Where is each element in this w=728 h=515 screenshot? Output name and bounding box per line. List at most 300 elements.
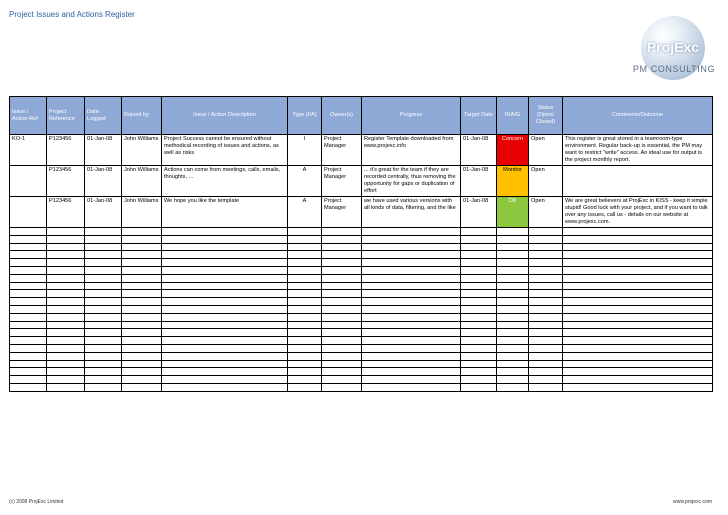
project-cell[interactable]: P123456 — [47, 135, 85, 166]
owner-cell[interactable]: Project Manager — [322, 197, 362, 228]
blank-cell[interactable] — [47, 313, 85, 321]
blank-cell[interactable] — [47, 298, 85, 306]
blank-cell[interactable] — [322, 321, 362, 329]
blank-cell[interactable] — [162, 228, 288, 236]
description-cell[interactable]: Actions can come from meetings, calls, emails, thoughts, ... — [162, 166, 288, 197]
blank-cell[interactable] — [461, 274, 497, 282]
blank-cell[interactable] — [288, 228, 322, 236]
blank-cell[interactable] — [362, 383, 461, 391]
progress-cell[interactable]: Register Template downloaded from www.projexc.info — [362, 135, 461, 166]
blank-cell[interactable] — [529, 313, 563, 321]
blank-cell[interactable] — [47, 266, 85, 274]
blank-cell[interactable] — [10, 251, 47, 259]
blank-cell[interactable] — [563, 337, 713, 345]
blank-cell[interactable] — [461, 376, 497, 384]
rag-cell[interactable]: Monitor — [497, 166, 529, 197]
blank-cell[interactable] — [122, 352, 162, 360]
blank-cell[interactable] — [322, 282, 362, 290]
blank-cell[interactable] — [322, 344, 362, 352]
blank-cell[interactable] — [47, 235, 85, 243]
status-cell[interactable]: Open — [529, 135, 563, 166]
blank-cell[interactable] — [461, 352, 497, 360]
blank-cell[interactable] — [529, 266, 563, 274]
blank-cell[interactable] — [362, 344, 461, 352]
blank-cell[interactable] — [497, 360, 529, 368]
blank-cell[interactable] — [10, 383, 47, 391]
blank-cell[interactable] — [362, 329, 461, 337]
raised-cell[interactable]: John Williams — [122, 135, 162, 166]
blank-cell[interactable] — [47, 344, 85, 352]
owner-cell[interactable]: Project Manager — [322, 166, 362, 197]
blank-cell[interactable] — [529, 360, 563, 368]
blank-cell[interactable] — [529, 352, 563, 360]
blank-cell[interactable] — [529, 329, 563, 337]
blank-cell[interactable] — [85, 352, 122, 360]
blank-cell[interactable] — [47, 376, 85, 384]
blank-cell[interactable] — [461, 251, 497, 259]
blank-cell[interactable] — [47, 329, 85, 337]
status-cell[interactable]: Open — [529, 197, 563, 228]
blank-cell[interactable] — [497, 376, 529, 384]
table-row[interactable] — [10, 166, 713, 197]
blank-cell[interactable] — [162, 321, 288, 329]
blank-cell[interactable] — [362, 266, 461, 274]
blank-row[interactable] — [10, 329, 713, 337]
blank-cell[interactable] — [288, 290, 322, 298]
description-cell[interactable]: We hope you like the template — [162, 197, 288, 228]
blank-cell[interactable] — [322, 228, 362, 236]
blank-cell[interactable] — [288, 259, 322, 267]
blank-cell[interactable] — [10, 274, 47, 282]
blank-cell[interactable] — [122, 368, 162, 376]
blank-cell[interactable] — [362, 274, 461, 282]
blank-cell[interactable] — [362, 235, 461, 243]
date-cell[interactable]: 01-Jan-08 — [85, 166, 122, 197]
blank-cell[interactable] — [322, 305, 362, 313]
blank-row[interactable] — [10, 298, 713, 306]
blank-cell[interactable] — [563, 228, 713, 236]
blank-row[interactable] — [10, 251, 713, 259]
blank-row[interactable] — [10, 266, 713, 274]
blank-cell[interactable] — [563, 305, 713, 313]
blank-cell[interactable] — [461, 321, 497, 329]
blank-cell[interactable] — [85, 305, 122, 313]
blank-cell[interactable] — [288, 368, 322, 376]
blank-cell[interactable] — [322, 352, 362, 360]
blank-cell[interactable] — [362, 360, 461, 368]
blank-cell[interactable] — [122, 251, 162, 259]
blank-cell[interactable] — [362, 259, 461, 267]
blank-cell[interactable] — [461, 298, 497, 306]
blank-cell[interactable] — [122, 228, 162, 236]
blank-cell[interactable] — [461, 337, 497, 345]
table-row[interactable] — [10, 135, 713, 166]
target-cell[interactable]: 01-Jan-08 — [461, 197, 497, 228]
type-cell[interactable]: A — [288, 197, 322, 228]
blank-cell[interactable] — [122, 298, 162, 306]
blank-cell[interactable] — [162, 274, 288, 282]
blank-cell[interactable] — [529, 305, 563, 313]
blank-cell[interactable] — [497, 243, 529, 251]
blank-cell[interactable] — [529, 376, 563, 384]
blank-cell[interactable] — [162, 344, 288, 352]
blank-row[interactable] — [10, 368, 713, 376]
blank-cell[interactable] — [122, 235, 162, 243]
blank-cell[interactable] — [162, 376, 288, 384]
blank-cell[interactable] — [461, 360, 497, 368]
blank-cell[interactable] — [497, 282, 529, 290]
blank-cell[interactable] — [85, 290, 122, 298]
blank-cell[interactable] — [122, 360, 162, 368]
blank-cell[interactable] — [288, 376, 322, 384]
blank-cell[interactable] — [10, 344, 47, 352]
blank-cell[interactable] — [122, 290, 162, 298]
blank-cell[interactable] — [461, 235, 497, 243]
blank-cell[interactable] — [47, 321, 85, 329]
blank-cell[interactable] — [162, 313, 288, 321]
blank-cell[interactable] — [497, 305, 529, 313]
raised-cell[interactable]: John Williams — [122, 166, 162, 197]
blank-row[interactable] — [10, 282, 713, 290]
blank-cell[interactable] — [162, 360, 288, 368]
blank-cell[interactable] — [288, 305, 322, 313]
blank-cell[interactable] — [162, 368, 288, 376]
blank-cell[interactable] — [497, 337, 529, 345]
blank-cell[interactable] — [47, 368, 85, 376]
owner-cell[interactable]: Project Manager — [322, 135, 362, 166]
blank-row[interactable] — [10, 235, 713, 243]
blank-cell[interactable] — [563, 376, 713, 384]
blank-cell[interactable] — [10, 243, 47, 251]
blank-cell[interactable] — [10, 228, 47, 236]
blank-cell[interactable] — [47, 290, 85, 298]
blank-cell[interactable] — [563, 298, 713, 306]
blank-cell[interactable] — [288, 243, 322, 251]
blank-cell[interactable] — [85, 266, 122, 274]
blank-row[interactable] — [10, 274, 713, 282]
blank-cell[interactable] — [497, 352, 529, 360]
blank-cell[interactable] — [122, 243, 162, 251]
blank-cell[interactable] — [162, 329, 288, 337]
blank-cell[interactable] — [362, 321, 461, 329]
blank-cell[interactable] — [461, 313, 497, 321]
blank-cell[interactable] — [497, 228, 529, 236]
blank-cell[interactable] — [10, 266, 47, 274]
blank-cell[interactable] — [47, 259, 85, 267]
progress-cell[interactable]: we have used various versions with all kinds of data, filtering, and the like — [362, 197, 461, 228]
blank-cell[interactable] — [47, 228, 85, 236]
type-cell[interactable]: A — [288, 166, 322, 197]
blank-cell[interactable] — [47, 360, 85, 368]
blank-cell[interactable] — [122, 376, 162, 384]
ref-cell[interactable] — [10, 166, 47, 197]
blank-cell[interactable] — [497, 344, 529, 352]
blank-cell[interactable] — [122, 383, 162, 391]
blank-cell[interactable] — [162, 298, 288, 306]
blank-cell[interactable] — [461, 259, 497, 267]
blank-cell[interactable] — [122, 313, 162, 321]
blank-cell[interactable] — [563, 383, 713, 391]
blank-cell[interactable] — [362, 305, 461, 313]
blank-cell[interactable] — [85, 282, 122, 290]
blank-cell[interactable] — [122, 344, 162, 352]
ref-cell[interactable]: KO-1 — [10, 135, 47, 166]
blank-cell[interactable] — [322, 243, 362, 251]
blank-cell[interactable] — [288, 274, 322, 282]
blank-row[interactable] — [10, 376, 713, 384]
blank-cell[interactable] — [85, 298, 122, 306]
blank-cell[interactable] — [322, 251, 362, 259]
blank-cell[interactable] — [122, 274, 162, 282]
blank-cell[interactable] — [461, 290, 497, 298]
blank-cell[interactable] — [461, 282, 497, 290]
blank-cell[interactable] — [563, 251, 713, 259]
blank-cell[interactable] — [563, 329, 713, 337]
blank-row[interactable] — [10, 259, 713, 267]
blank-cell[interactable] — [322, 383, 362, 391]
blank-cell[interactable] — [288, 321, 322, 329]
blank-cell[interactable] — [288, 352, 322, 360]
blank-cell[interactable] — [563, 313, 713, 321]
blank-cell[interactable] — [529, 228, 563, 236]
blank-cell[interactable] — [122, 282, 162, 290]
blank-cell[interactable] — [362, 376, 461, 384]
blank-cell[interactable] — [563, 282, 713, 290]
blank-cell[interactable] — [10, 376, 47, 384]
blank-cell[interactable] — [85, 383, 122, 391]
blank-cell[interactable] — [322, 376, 362, 384]
blank-cell[interactable] — [288, 329, 322, 337]
table-row[interactable] — [10, 197, 713, 228]
blank-cell[interactable] — [362, 298, 461, 306]
blank-cell[interactable] — [85, 368, 122, 376]
blank-row[interactable] — [10, 305, 713, 313]
blank-cell[interactable] — [563, 352, 713, 360]
blank-row[interactable] — [10, 344, 713, 352]
blank-cell[interactable] — [162, 282, 288, 290]
blank-cell[interactable] — [563, 235, 713, 243]
blank-cell[interactable] — [10, 298, 47, 306]
blank-cell[interactable] — [288, 360, 322, 368]
blank-cell[interactable] — [162, 383, 288, 391]
blank-cell[interactable] — [322, 274, 362, 282]
blank-cell[interactable] — [322, 259, 362, 267]
blank-cell[interactable] — [85, 235, 122, 243]
blank-cell[interactable] — [162, 266, 288, 274]
blank-cell[interactable] — [288, 282, 322, 290]
blank-cell[interactable] — [85, 321, 122, 329]
blank-cell[interactable] — [529, 274, 563, 282]
blank-cell[interactable] — [10, 352, 47, 360]
blank-cell[interactable] — [162, 352, 288, 360]
blank-cell[interactable] — [563, 321, 713, 329]
blank-cell[interactable] — [461, 266, 497, 274]
blank-cell[interactable] — [563, 290, 713, 298]
blank-cell[interactable] — [288, 266, 322, 274]
comments-cell[interactable]: This register is great stored in a teamroom-type environment. Regular back-up is essential, the PM may want to restrict "write" access. An ideal use for output is the project monthly report. — [563, 135, 713, 166]
blank-cell[interactable] — [47, 274, 85, 282]
blank-cell[interactable] — [362, 243, 461, 251]
blank-cell[interactable] — [461, 368, 497, 376]
blank-cell[interactable] — [162, 290, 288, 298]
date-cell[interactable]: 01-Jan-08 — [85, 135, 122, 166]
blank-row[interactable] — [10, 243, 713, 251]
blank-cell[interactable] — [362, 228, 461, 236]
blank-cell[interactable] — [497, 313, 529, 321]
blank-cell[interactable] — [288, 235, 322, 243]
blank-cell[interactable] — [461, 344, 497, 352]
blank-cell[interactable] — [563, 266, 713, 274]
blank-cell[interactable] — [85, 228, 122, 236]
blank-cell[interactable] — [362, 313, 461, 321]
blank-cell[interactable] — [162, 251, 288, 259]
rag-cell[interactable]: OK — [497, 197, 529, 228]
blank-cell[interactable] — [529, 282, 563, 290]
blank-cell[interactable] — [529, 251, 563, 259]
blank-cell[interactable] — [10, 305, 47, 313]
blank-cell[interactable] — [461, 305, 497, 313]
blank-cell[interactable] — [322, 266, 362, 274]
blank-cell[interactable] — [10, 368, 47, 376]
blank-cell[interactable] — [563, 243, 713, 251]
blank-cell[interactable] — [497, 321, 529, 329]
blank-cell[interactable] — [529, 321, 563, 329]
target-cell[interactable]: 01-Jan-08 — [461, 135, 497, 166]
blank-cell[interactable] — [162, 305, 288, 313]
blank-cell[interactable] — [461, 228, 497, 236]
blank-cell[interactable] — [162, 243, 288, 251]
blank-cell[interactable] — [529, 243, 563, 251]
blank-cell[interactable] — [10, 259, 47, 267]
blank-row[interactable] — [10, 290, 713, 298]
blank-cell[interactable] — [162, 235, 288, 243]
blank-cell[interactable] — [47, 282, 85, 290]
blank-cell[interactable] — [529, 344, 563, 352]
blank-cell[interactable] — [85, 344, 122, 352]
blank-cell[interactable] — [322, 298, 362, 306]
blank-cell[interactable] — [122, 259, 162, 267]
description-cell[interactable]: Project Success cannot be ensured without methodical recording of issues and actions, as well as risks — [162, 135, 288, 166]
progress-cell[interactable]: ... it's great for the team if they are recorded centrally, thus removing the opportunity for gaps or duplication of effort — [362, 166, 461, 197]
blank-cell[interactable] — [461, 243, 497, 251]
blank-cell[interactable] — [322, 368, 362, 376]
project-cell[interactable]: P123456 — [47, 197, 85, 228]
blank-cell[interactable] — [85, 259, 122, 267]
blank-cell[interactable] — [322, 290, 362, 298]
blank-cell[interactable] — [362, 337, 461, 345]
blank-cell[interactable] — [10, 290, 47, 298]
blank-cell[interactable] — [85, 360, 122, 368]
blank-cell[interactable] — [362, 368, 461, 376]
blank-cell[interactable] — [362, 352, 461, 360]
blank-cell[interactable] — [497, 251, 529, 259]
rag-cell[interactable]: Concern — [497, 135, 529, 166]
blank-row[interactable] — [10, 352, 713, 360]
blank-cell[interactable] — [162, 337, 288, 345]
blank-cell[interactable] — [85, 376, 122, 384]
blank-cell[interactable] — [85, 329, 122, 337]
blank-cell[interactable] — [10, 235, 47, 243]
blank-cell[interactable] — [322, 313, 362, 321]
blank-cell[interactable] — [362, 282, 461, 290]
blank-cell[interactable] — [10, 321, 47, 329]
blank-cell[interactable] — [10, 337, 47, 345]
blank-cell[interactable] — [563, 344, 713, 352]
comments-cell[interactable] — [563, 166, 713, 197]
date-cell[interactable]: 01-Jan-08 — [85, 197, 122, 228]
ref-cell[interactable] — [10, 197, 47, 228]
blank-cell[interactable] — [122, 321, 162, 329]
type-cell[interactable]: I — [288, 135, 322, 166]
blank-cell[interactable] — [497, 368, 529, 376]
target-cell[interactable]: 01-Jan-08 — [461, 166, 497, 197]
blank-row[interactable] — [10, 321, 713, 329]
blank-cell[interactable] — [362, 290, 461, 298]
blank-cell[interactable] — [529, 337, 563, 345]
blank-cell[interactable] — [10, 329, 47, 337]
blank-cell[interactable] — [362, 251, 461, 259]
blank-cell[interactable] — [497, 266, 529, 274]
blank-row[interactable] — [10, 228, 713, 236]
blank-row[interactable] — [10, 337, 713, 345]
blank-cell[interactable] — [85, 313, 122, 321]
blank-cell[interactable] — [529, 259, 563, 267]
blank-cell[interactable] — [563, 368, 713, 376]
blank-cell[interactable] — [529, 383, 563, 391]
blank-cell[interactable] — [497, 274, 529, 282]
blank-cell[interactable] — [10, 360, 47, 368]
blank-cell[interactable] — [122, 337, 162, 345]
project-cell[interactable]: P123456 — [47, 166, 85, 197]
blank-cell[interactable] — [10, 313, 47, 321]
status-cell[interactable]: Open — [529, 166, 563, 197]
blank-cell[interactable] — [563, 259, 713, 267]
blank-cell[interactable] — [497, 329, 529, 337]
blank-cell[interactable] — [288, 344, 322, 352]
blank-cell[interactable] — [288, 337, 322, 345]
blank-cell[interactable] — [85, 337, 122, 345]
blank-cell[interactable] — [529, 298, 563, 306]
blank-cell[interactable] — [47, 352, 85, 360]
blank-cell[interactable] — [563, 360, 713, 368]
blank-row[interactable] — [10, 383, 713, 391]
raised-cell[interactable]: John Williams — [122, 197, 162, 228]
blank-cell[interactable] — [288, 383, 322, 391]
blank-cell[interactable] — [288, 251, 322, 259]
blank-cell[interactable] — [162, 259, 288, 267]
comments-cell[interactable]: We are great believers at ProjExc in KISS - keep it simple stupid! Good luck with your project, and if you want to talk over any issues, call us - details on our website at www.projexc.com. — [563, 197, 713, 228]
blank-cell[interactable] — [497, 383, 529, 391]
blank-cell[interactable] — [529, 368, 563, 376]
blank-cell[interactable] — [322, 337, 362, 345]
blank-cell[interactable] — [288, 298, 322, 306]
blank-cell[interactable] — [461, 383, 497, 391]
blank-cell[interactable] — [47, 251, 85, 259]
blank-cell[interactable] — [122, 329, 162, 337]
blank-cell[interactable] — [497, 290, 529, 298]
blank-row[interactable] — [10, 360, 713, 368]
blank-cell[interactable] — [563, 274, 713, 282]
blank-cell[interactable] — [288, 313, 322, 321]
blank-cell[interactable] — [497, 259, 529, 267]
blank-cell[interactable] — [85, 274, 122, 282]
blank-cell[interactable] — [497, 298, 529, 306]
blank-cell[interactable] — [529, 290, 563, 298]
blank-cell[interactable] — [322, 329, 362, 337]
blank-cell[interactable] — [10, 282, 47, 290]
blank-cell[interactable] — [47, 337, 85, 345]
blank-cell[interactable] — [47, 383, 85, 391]
